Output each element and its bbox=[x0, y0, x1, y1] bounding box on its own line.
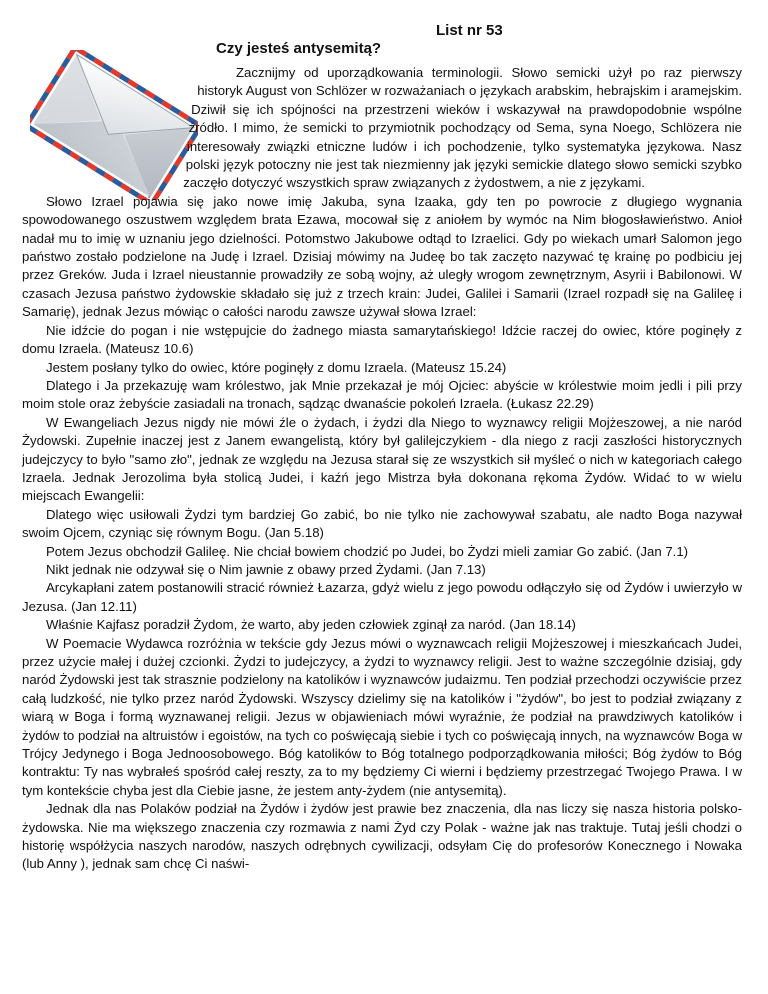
paragraph: W Ewangeliach Jezus nigdy nie mówi źle o żydach, i żydzi dla Niego to wyznawcy religii Mojżeszowej, a nie naród Żydowski. Zupełnie inaczej jest z Janem ewangelistą, który był galilejczykiem - dla niego z racji zaszłości historycznych judejczycy to było "samo zło", jednak ze względu na Jezusa starał się ze wszystkich sił myśleć o nich w kategoriach całego Izraela. Jednak Jerozolima była stolicą Judei, i kaźń jego Mistrza była dokonana rękoma Żydów. Widać to w wielu miejscach Ewangelii: bbox=[22, 414, 742, 504]
paragraph: Nie idźcie do pogan i nie wstępujcie do żadnego miasta samarytańskiego! Idźcie raczej do owiec, które poginęły z domu Izraela. (Mateusz 10.6) bbox=[22, 322, 742, 357]
paragraph: W Poemacie Wydawca rozróżnia w tekście gdy Jezus mówi o wyznawcach religii Mojżeszowej i mieszkańcach Judei, przez użycie małej i dużej czcionki. Żydzi to judejczycy, a żydzi to wyznawcy religii. Jest to ważne szczególnie dzisiaj, gdy naród Żydowski jest tak strasznie podzielony na katolików i wyznawców judaizmu. Ten podział przechodzi oczywiście przez całą ludzkość, nie tylko przez naród Żydowski. Wszyscy dzielimy się na katolików i "żydów", bo jest to podział związany z wiarą w Boga i formą wyznawanej religii. Jezus w objawieniach mówi wyraźnie, że podział na prawdziwych katolików i żydów to podział na altruistów i egoistów, na tych co poświęcają siebie i tych co poświęcają innych, na wyznawców Boga w Trójcy Jedynego i Boga Jednoosobowego. Bóg katolików to Bóg totalnego podporządkowania miłości; Bóg żydów to Bóg kontraktu: Ty nas wybrałeś spośród całej reszty, za to my będziemy Ci wierni i będziemy przestrzegać Twojego Prawa. I w tym kontekście chyba jest dla Ciebie jasne, że jestem anty-żydem (nie antysemitą). bbox=[22, 635, 742, 798]
paragraph: Zacznijmy od uporządkowania terminologii. Słowo semicki użył po raz pierwszy historyk August von Schlözer w rozważaniach o językach arabskim, hebrajskim i aramejskim. Dziwił się ich spójności na przestrzeni wieków i wskazywał na prawdopodobnie wspólne źródło. I mimo, że semicki to przymiotnik pochodzący od Sema, syna Noego, Schlözera nie interesowały związki etniczne ludów i ich pochodzenie, tylko systematyka językowa. Nasz polski język potoczny nie jest tak niezmienny jak języki semickie dlatego słowo semicki szybko zaczęło dotyczyć wszystkich spraw związanych z żydostwem, a nie z językami. bbox=[183, 65, 742, 191]
paragraph: Potem Jezus obchodził Galileę. Nie chciał bowiem chodzić po Judei, bo Żydzi mieli zamiar Go zabić. (Jan 7.1) bbox=[46, 543, 689, 559]
letter-number: List nr 53 bbox=[436, 22, 503, 39]
paragraph: Jednak dla nas Polaków podział na Żydów i żydów jest prawie bez znaczenia, dla nas liczy się nasza historia polsko-żydowska. Nie ma większego znaczenia czy rozmawia z nami Żyd czy Polak - ważne jak nas traktuje. Tutaj jeśli chodzi o historię współżycia naszych narodów, naszych odrębnych cywilizacji, odsyłam Cię do profesorów Konecznego i Nowaka (lub Anny ), jednak sam chcę Ci naświ- bbox=[22, 801, 742, 872]
paragraph: Jestem posłany tylko do owiec, które poginęły z domu Izraela. (Mateusz 15.24) bbox=[46, 359, 507, 375]
paragraph: Właśnie Kajfasz poradził Żydom, że warto, aby jeden człowiek zginął za naród. (Jan 18.14) bbox=[46, 617, 576, 633]
letter-title: Czy jesteś antysemitą? bbox=[216, 40, 382, 57]
paragraph: Słowo Izrael pojawia się jako nowe imię Jakuba, syna Izaaka, gdy ten po powrocie z długiego wygnania spowodowanego oszustwem względem brata Ezawa, mocował się z aniołem by wymóc na Nim błogosławieństwo. Anioł nadał mu to imię w uznaniu jego dzielności. Potomstwo Jakubowe odtąd to Izraelici. Gdy po wiekach umarł Salomon jego państwo zostało podzielone na Judę i Izrael. Dzisiaj mówimy na Judeę bo tak zaczęto nazywać tę krainę po podbiciu jej przez Greków. Juda i Izrael nieustannie prowadziły ze sobą wojny, aż uległy wrogom zewnętrznym, Asyrii i Babilonowi. W czasach Jezusa państwo żydowskie składało się już z trzech krain: Judei, Galilei i Samarii (Izrael rozpadł się na Galileę i Samarię), jednak Jezus mówiąc o całości narodu zawsze używał słowa Izrael: bbox=[22, 193, 742, 320]
letter-body bbox=[22, 64, 742, 874]
paragraph: Dlatego i Ja przekazuję wam królestwo, jak Mnie przekazał je mój Ojciec: abyście w królestwie moim jedli i pili przy moim stole oraz żebyście zasiadali na tronach, sądząc dwanaście pokoleń Izraela. (Łukasz 22.29) bbox=[22, 377, 742, 412]
paragraph: Dlatego więc usiłowali Żydzi tym bardziej Go zabić, bo nie tylko nie zachowywał szabatu, ale nadto Boga nazywał swoim Ojcem, czyniąc się równym Bogu. (Jan 5.18) bbox=[22, 506, 742, 541]
envelope-wrap-space bbox=[22, 64, 212, 188]
paragraph: Arcykapłani zatem postanowili stracić również Łazarza, gdyż wielu z jego powodu odłączyło się od Żydów i uwierzyło w Jezusa. (Jan 12.11) bbox=[22, 580, 742, 614]
paragraph: Nikt jednak nie odzywał się o Nim jawnie z obawy przed Żydami. (Jan 7.13) bbox=[46, 561, 486, 577]
